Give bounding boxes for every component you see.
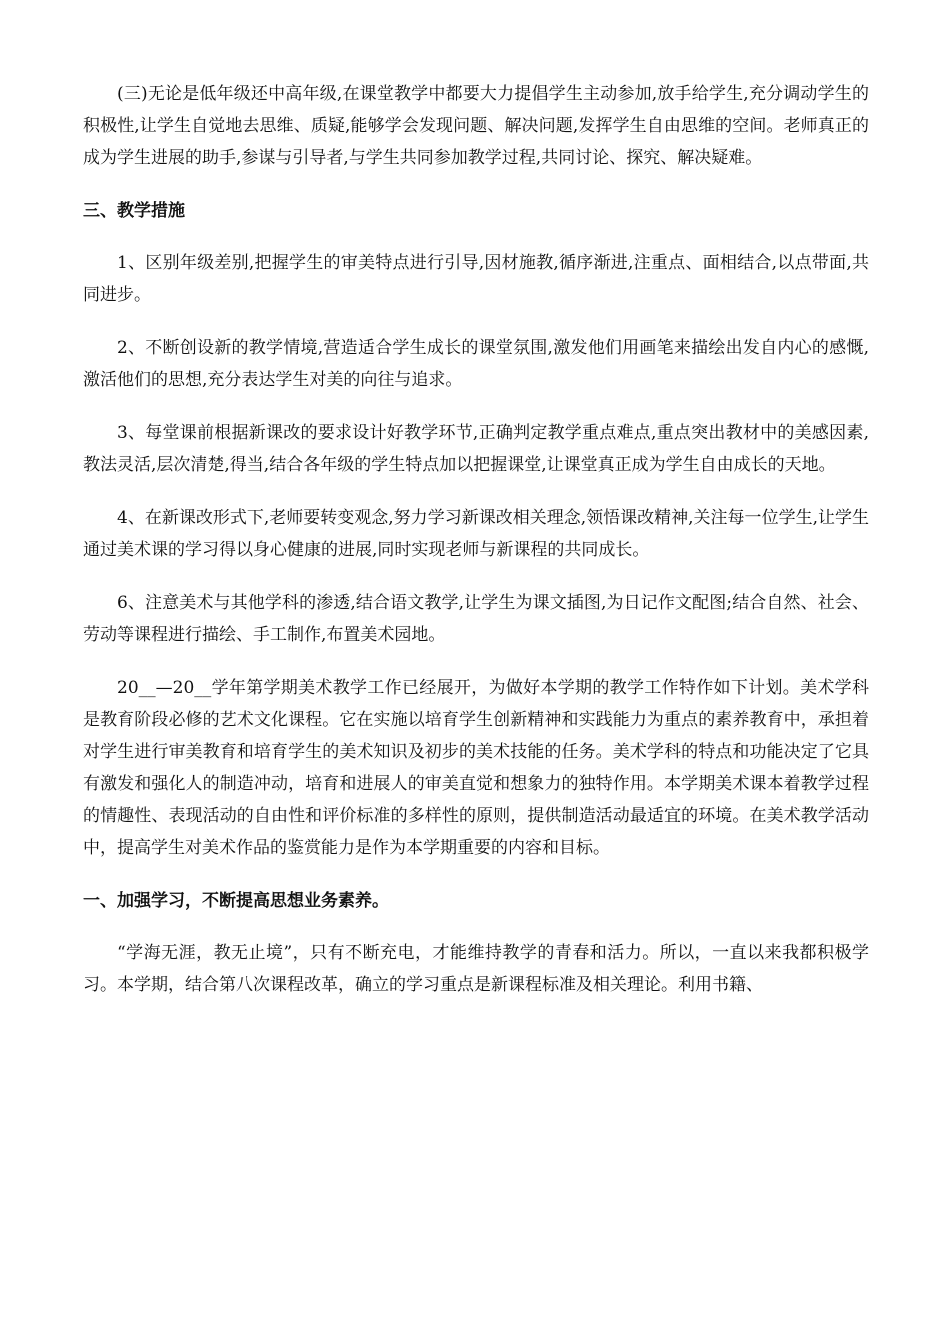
paragraph-semester-plan: 20__—20__学年第学期美术教学工作已经展开，为做好本学期的教学工作特作如下计划。美术学科是教育阶段必修的艺术文化课程。它在实施以培育学生创新精神和实践能力为重点的素养教育中，承担着对学生进行审美教育和培育学生的美术知识及初步的美术技能的任务。美术学科的特点和功能决定了它具有激发和强化人的制造冲动，培育和进展人的审美直觉和想象力的独特作用。本学期美术课本着教学过程的情趣性、表现活动的自由性和评价标准的多样性的原则，提供制造活动最适宜的环境。在美术教学活动中，提高学生对美术作品的鉴赏能力是作为本学期重要的内容和目标。 bbox=[83, 678, 869, 858]
measure-item-6: 6、注意美术与其他学科的渗透,结合语文教学,让学生为课文插图,为日记作文配图;结合自然、社会、劳动等课程进行描绘、手工制作,布置美术园地。 bbox=[83, 593, 869, 645]
paragraph-classroom-participation: (三)无论是低年级还中高年级,在课堂教学中都要大力提倡学生主动参加,放手给学生,充分调动学生的积极性,让学生自觉地去思维、质疑,能够学会发现问题、解决问题,发挥学生自由思维的空间。老师真正的成为学生进展的助手,参谋与引导者,与学生共同参加教学过程,共同讨论、探究、解决疑难。 bbox=[83, 84, 869, 168]
document-body bbox=[83, 78, 869, 1001]
measure-item-4: 4、在新课改形式下,老师要转变观念,努力学习新课改相关理念,领悟课改精神,关注每一位学生,让学生通过美术课的学习得以身心健康的进展,同时实现老师与新课程的共同成长。 bbox=[83, 508, 869, 560]
section-heading-teaching-measures: 三、教学措施 bbox=[83, 201, 185, 221]
measure-item-2: 2、不断创设新的教学情境,营造适合学生成长的课堂氛围,激发他们用画笔来描绘出发自内心的感慨,激活他们的思想,充分表达学生对美的向往与追求。 bbox=[83, 338, 869, 390]
measure-item-1: 1、区别年级差别,把握学生的审美特点进行引导,因材施教,循序渐进,注重点、面相结合,以点带面,共同进步。 bbox=[83, 253, 869, 305]
measure-item-3: 3、每堂课前根据新课改的要求设计好教学环节,正确判定教学重点难点,重点突出教材中的美感因素,教法灵活,层次清楚,得当,结合各年级的学生特点加以把握课堂,让课堂真正成为学生自由成长的天地。 bbox=[83, 423, 869, 475]
paragraph-learning-continuous: “学海无涯，教无止境”，只有不断充电，才能维持教学的青春和活力。所以，一直以来我都积极学习。本学期，结合第八次课程改革，确立的学习重点是新课程标准及相关理论。利用书籍、 bbox=[83, 943, 869, 995]
section-heading-strengthen-learning: 一、加强学习，不断提高思想业务素养。 bbox=[83, 891, 389, 911]
